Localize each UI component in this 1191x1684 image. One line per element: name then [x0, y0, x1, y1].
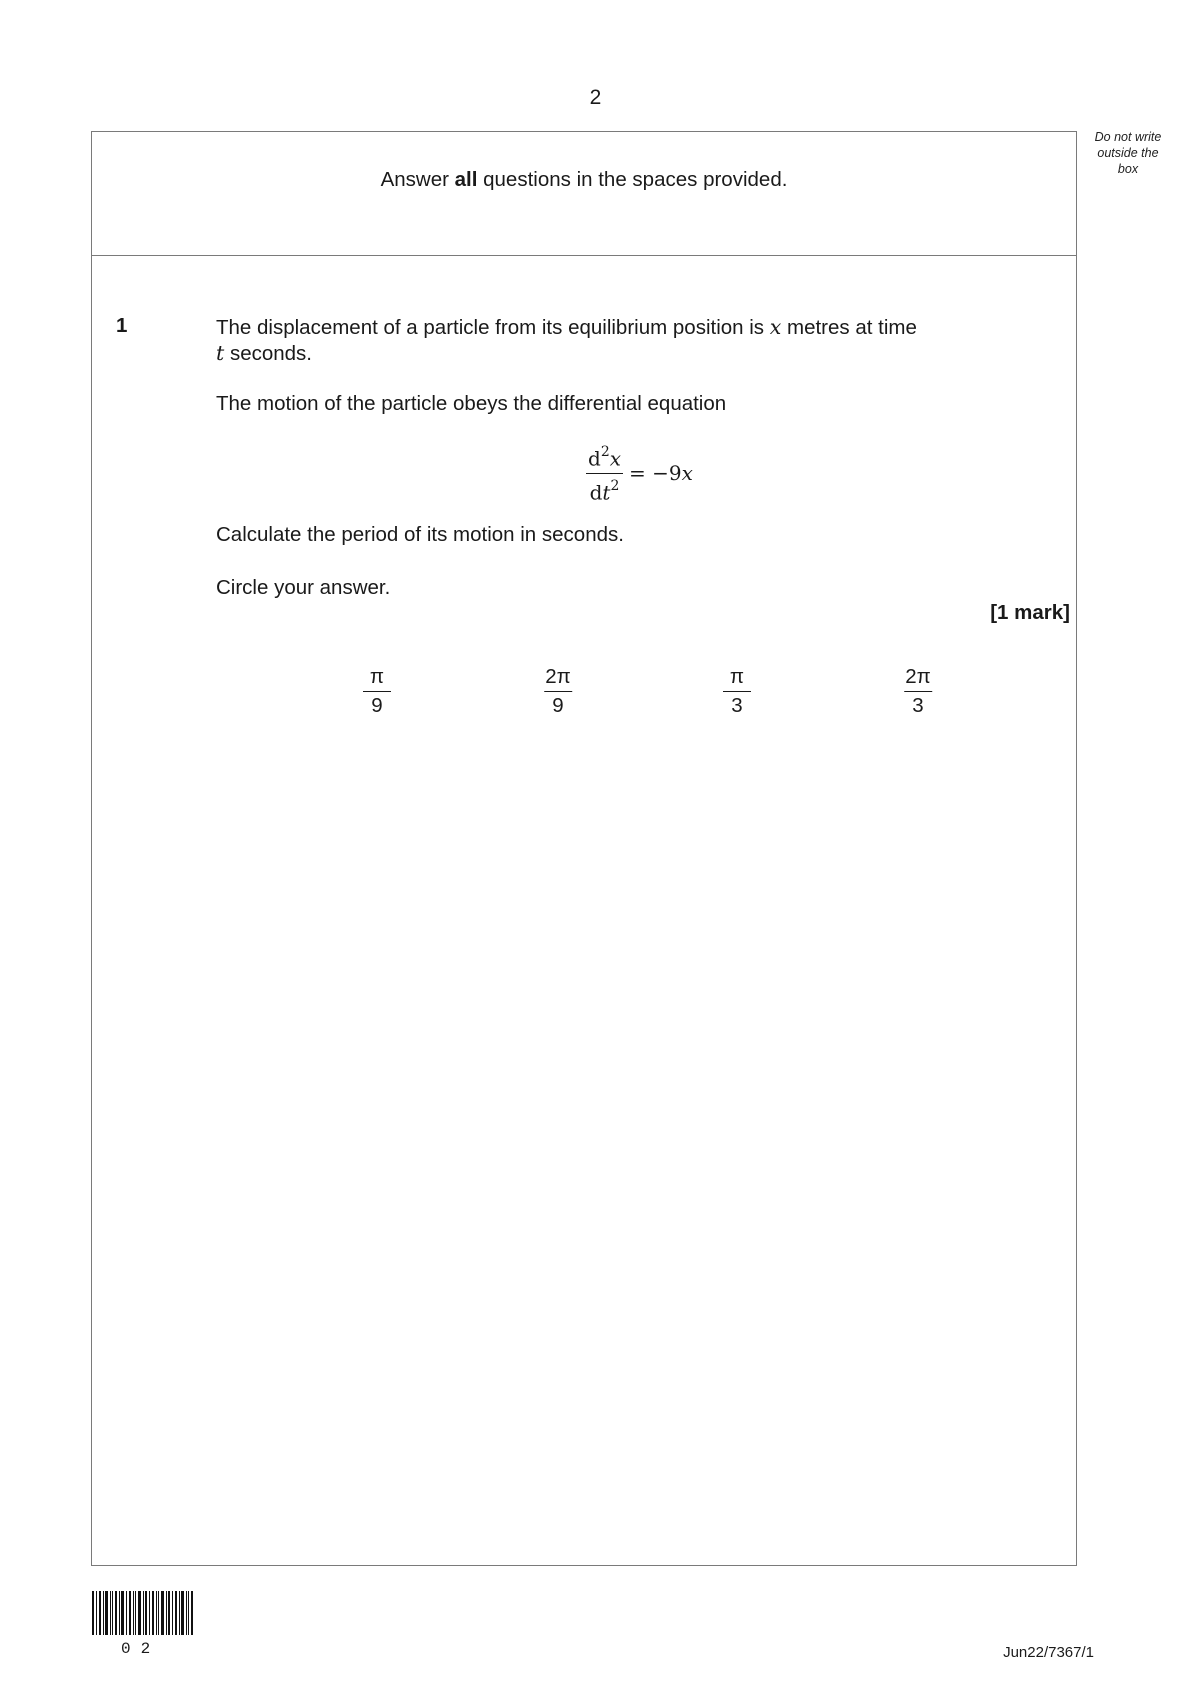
answer-option-3[interactable]: [723, 666, 751, 717]
question-line-1-text-b: metres at time: [781, 316, 917, 339]
option-4-denominator: 3: [904, 691, 932, 717]
question-line-2-text: seconds.: [224, 342, 312, 365]
equation-numerator: [584, 442, 625, 473]
option-2-numerator: 2π: [545, 665, 571, 688]
differential-equation: [584, 442, 693, 504]
equation-denominator: [586, 473, 624, 505]
barcode-icon: [92, 1591, 194, 1635]
page-number: 2: [589, 86, 602, 109]
denominator-variable: t: [602, 480, 611, 505]
option-1-denominator: 9: [363, 691, 391, 717]
paper-code: Jun22/7367/1: [1003, 1644, 1094, 1661]
answer-option-4[interactable]: [903, 666, 933, 717]
option-1-numerator: π: [369, 665, 385, 688]
question-line-5: Circle your answer.: [216, 576, 391, 599]
variable-t: t: [216, 341, 225, 365]
option-3-denominator: 3: [723, 691, 751, 717]
answer-option-1[interactable]: [363, 666, 391, 717]
denominator-d: d: [589, 480, 603, 505]
equation-fraction: [584, 442, 625, 504]
question-line-2: [216, 340, 312, 367]
margin-note: Do not write outside the box: [1094, 130, 1162, 176]
equation-rhs-prefix: = −9: [629, 461, 682, 486]
numerator-d: d: [588, 446, 601, 471]
question-number: 1: [116, 314, 128, 337]
option-2-denominator: 9: [544, 691, 572, 717]
question-line-1-text-a: The displacement of a particle from its equilibrium position is: [216, 316, 770, 339]
question-line-1: [216, 314, 917, 341]
answer-option-2[interactable]: [543, 666, 573, 717]
numerator-variable: x: [609, 446, 622, 471]
question-line-3: The motion of the particle obeys the differential equation: [216, 392, 727, 415]
equation-rhs-variable: x: [681, 461, 693, 486]
instructions-bold-word: all: [454, 168, 478, 191]
numerator-exponent: 2: [600, 444, 610, 460]
variable-x: x: [769, 315, 782, 339]
equation-rhs: [629, 461, 693, 485]
instructions-text-start: Answer: [380, 168, 455, 191]
question-line-4: Calculate the period of its motion in seconds.: [216, 523, 624, 546]
option-4-numerator: 2π: [905, 665, 931, 688]
barcode-number: 02: [121, 1640, 161, 1658]
instructions-panel: [92, 132, 1076, 256]
denominator-exponent: 2: [610, 477, 620, 494]
marks-label: [1 mark]: [990, 601, 1070, 624]
instructions-text-end: questions in the spaces provided.: [477, 168, 788, 191]
option-3-numerator: π: [729, 665, 745, 688]
